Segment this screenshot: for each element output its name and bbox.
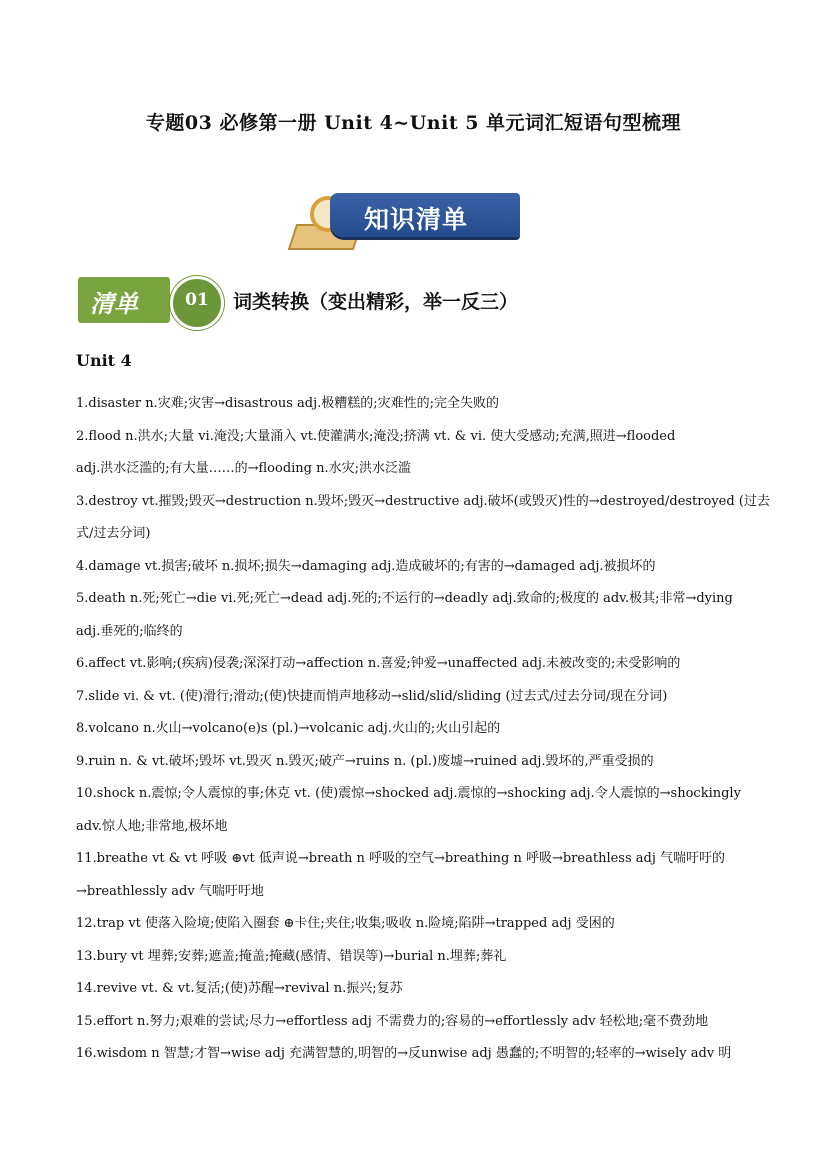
entry-line: 13.bury vt 埋葬;安葬;遮盖;掩盖;掩藏(感情、错误等)→burial n.埋葬;葬礼 (76, 948, 507, 964)
entry-line: adj.洪水泛滥的;有大量……的→flooding n.水灾;洪水泛滥 (76, 461, 412, 476)
entry-line: 4.damage vt.损害;破坏 n.损坏;损失→damaging adj.造成破坏的;有害的→damaged adj.被损坏的 (76, 558, 656, 574)
section-title: 词类转换（变出精彩，举一反三） (233, 291, 519, 313)
entry-line: 14.revive vt. & vt.复活;(使)苏醒→revival n.振兴;复苏 (76, 981, 403, 996)
entry-line: 10.shock n.震惊;令人震惊的事;休克 vt. (使)震惊→shocked adj.震惊的→shocking adj.令人震惊的→shockingly (76, 786, 741, 801)
entry-line: 6.affect vt.影响;(疾病)侵袭;深深打动→affection n.喜爱;钟爱→unaffected adj.未被改变的;未受影响的 (76, 656, 681, 671)
badge-label: 知识清单 (364, 205, 469, 234)
entry-line: 5.death n.死;死亡→die vi.死;死亡→dead adj.死的;不运行的→deadly adj.致命的;极度的 adv.极其;非常→dying (76, 591, 733, 606)
entry-line: 3.destroy vt.摧毁;毁灭→destruction n.毁坏;毁灭→destructive adj.破坏(或毁灭)性的→destroyed/destroyed (过去 (76, 493, 770, 509)
section-tag (78, 277, 170, 323)
entry-line: 2.flood n.洪水;大量 vi.淹没;大量涌入 vt.使灌满水;淹没;挤满 vt. & vi. 使大受感动;充满,照进→flooded (76, 428, 676, 444)
entry-line: 11.breathe vt & vt 呼吸 ⊕vt 低声说→breath n 呼吸的空气→breathing n 呼吸→breathless adj 气喘吁吁的 (76, 851, 726, 866)
entry-line: 9.ruin n. & vt.破坏;毁坏 vt.毁灭 n.毁灭;破产→ruins n. (pl.)废墟→ruined adj.毁坏的,严重受损的 (76, 753, 654, 769)
entry-line: 7.slide vi. & vt. (使)滑行;滑动;(使)快捷而悄声地移动→slid/slid/sliding (过去式/过去分词/现在分词) (76, 688, 668, 704)
entry-line: 12.trap vt 使落入险境;使陷入圈套 ⊕卡住;夹住;收集;吸收 n.险境;陷阱→trapped adj 受困的 (76, 916, 615, 931)
entry-line: 16.wisdom n 智慧;才智→wise adj 充满智慧的,明智的→反unwise adj 愚蠢的;不明智的;轻率的→wisely adv 明 (76, 1046, 732, 1061)
entry-line: adv.惊人地;非常地,极坏地 (76, 818, 228, 834)
entry-line: 8.volcano n.火山→volcano(e)s (pl.)→volcanic adj.火山的;火山引起的 (76, 721, 501, 736)
section-tag-label: 清单 (90, 290, 138, 318)
section-number-circle (170, 276, 224, 330)
entry-line: 1.disaster n.灾难;灾害→disastrous adj.极糟糕的;灾难性的;完全失败的 (76, 396, 500, 411)
entry-line: 15.effort n.努力;艰难的尝试;尽力→effortless adj 不需费力的;容易的→effortlessly adv 轻松地;毫不费劲地 (76, 1013, 709, 1029)
section-number: 01 (185, 290, 209, 310)
entry-line: →breathlessly adv 气喘吁吁地 (76, 883, 264, 899)
vocabulary-list (76, 388, 770, 1071)
unit-heading: Unit 4 (76, 351, 132, 370)
knowledge-list-badge (292, 190, 528, 252)
entry-line: 式/过去分词) (76, 526, 151, 541)
entry-line: adj.垂死的;临终的 (76, 623, 183, 639)
page-title: 专题03 必修第一册 Unit 4~Unit 5 单元词汇短语句型梳理 (145, 112, 682, 134)
